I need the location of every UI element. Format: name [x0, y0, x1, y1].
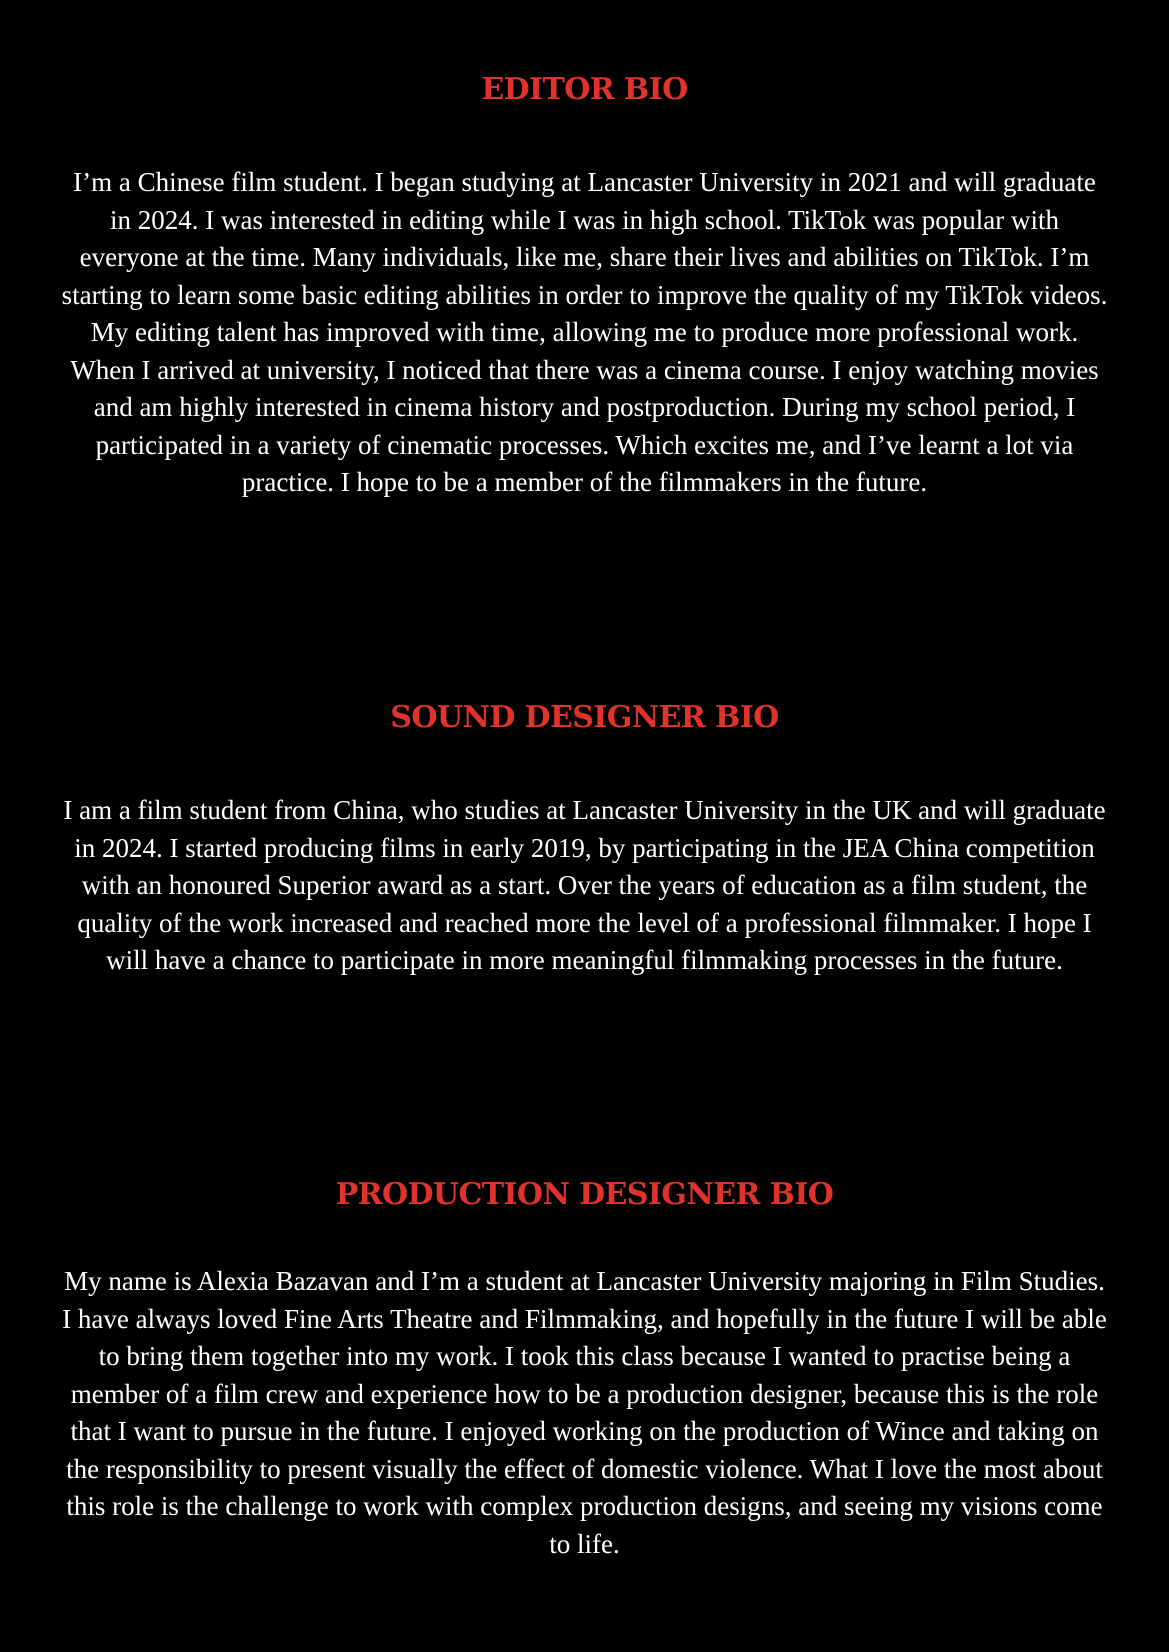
editor-bio-text: I’m a Chinese film student. I began studying at Lancaster University in 2021 and will graduate in 2024. I was interested in editing while I was in high school. TikTok was popular with everyone at the time. Many individuals, like me, share their lives and abilities on TikTok. I’m starting to learn some basic editing abilities in order to improve the quality of my TikTok videos. My editing talent has improved with time, allowing me to produce more professional work. When I arrived at university, I noticed that there was a cinema course. I enjoy watching movies and am highly interested in cinema history and postproduction. During my school period, I participated in a variety of cinematic processes. Which excites me, and I’ve learnt a lot via practice. I hope to be a member of the filmmakers in the future. [61, 167, 1108, 497]
production-designer-bio-text: My name is Alexia Bazavan and I’m a student at Lancaster University majoring in Film Studies. I have always loved Fine Arts Theatre and Filmmaking, and hopefully in the future I will be able to bring them together into my work. I took this class because I wanted to practise being a member of a film crew and experience how to be a production designer, because this is the role that I want to pursue in the future. I enjoyed working on the production of Wince and taking on the responsibility to present visually the effect of domestic violence. What I love the most about this role is the challenge to work with complex production designs, and seeing my visions come to life. [62, 1266, 1107, 1559]
editor-bio-section [60, 72, 1109, 502]
production-designer-bio-heading: PRODUCTION DESIGNER BIO [335, 1177, 834, 1212]
editor-bio-heading: EDITOR BIO [481, 72, 688, 107]
sound-designer-bio-section [60, 700, 1109, 980]
sound-designer-bio-heading: SOUND DESIGNER BIO [390, 700, 779, 735]
sound-designer-bio-text: I am a film student from China, who studies at Lancaster University in the UK and will graduate in 2024. I started producing films in early 2019, by participating in the JEA China competition with an honoured Superior award as a start. Over the years of education as a film student, the quality of the work increased and reached more the level of a professional filmmaker. I hope I will have a chance to participate in more meaningful filmmaking processes in the future. [63, 795, 1106, 975]
production-designer-bio-section [60, 1177, 1109, 1563]
